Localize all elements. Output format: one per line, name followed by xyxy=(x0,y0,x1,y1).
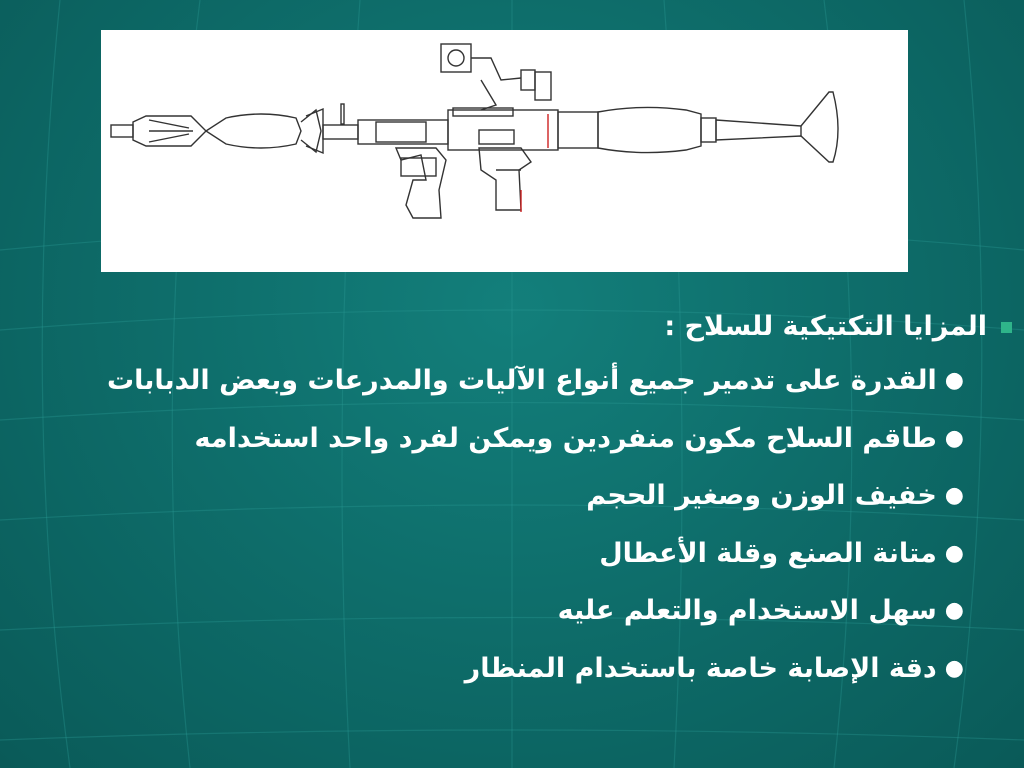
list-item-text: دقة الإصابة خاصة باستخدام المنظار xyxy=(464,652,937,684)
list-item xyxy=(56,467,1016,525)
tactical-advantages-list xyxy=(56,302,1016,697)
heading-row xyxy=(56,302,1016,352)
list-item xyxy=(56,352,1016,410)
square-bullet-icon xyxy=(1001,322,1012,333)
list-item xyxy=(56,525,1016,583)
section-heading: المزايا التكتيكية للسلاح : xyxy=(664,311,987,342)
list-item xyxy=(56,582,1016,640)
bullet-dot-icon: ● xyxy=(944,655,964,681)
list-item-text: طاقم السلاح مكون منفردين ويمكن لفرد واحد استخدامه xyxy=(194,422,937,454)
list-item xyxy=(56,640,1016,698)
list-item-text: متانة الصنع وقلة الأعطال xyxy=(599,537,937,569)
list-item-text: القدرة على تدمير جميع أنواع الآليات والمدرعات وبعض الدبابات xyxy=(107,365,937,397)
list-item-text: خفيف الوزن وصغير الحجم xyxy=(586,480,937,512)
bullet-dot-icon: ● xyxy=(944,425,964,451)
bullet-dot-icon: ● xyxy=(944,368,964,394)
bullet-dot-icon: ● xyxy=(944,483,964,509)
bullet-dot-icon: ● xyxy=(944,598,964,624)
bullet-dot-icon: ● xyxy=(944,540,964,566)
weapon-image xyxy=(101,30,908,272)
list-item xyxy=(56,410,1016,468)
rpg-launcher-drawing xyxy=(101,30,908,272)
list-item-text: سهل الاستخدام والتعلم عليه xyxy=(557,595,937,627)
